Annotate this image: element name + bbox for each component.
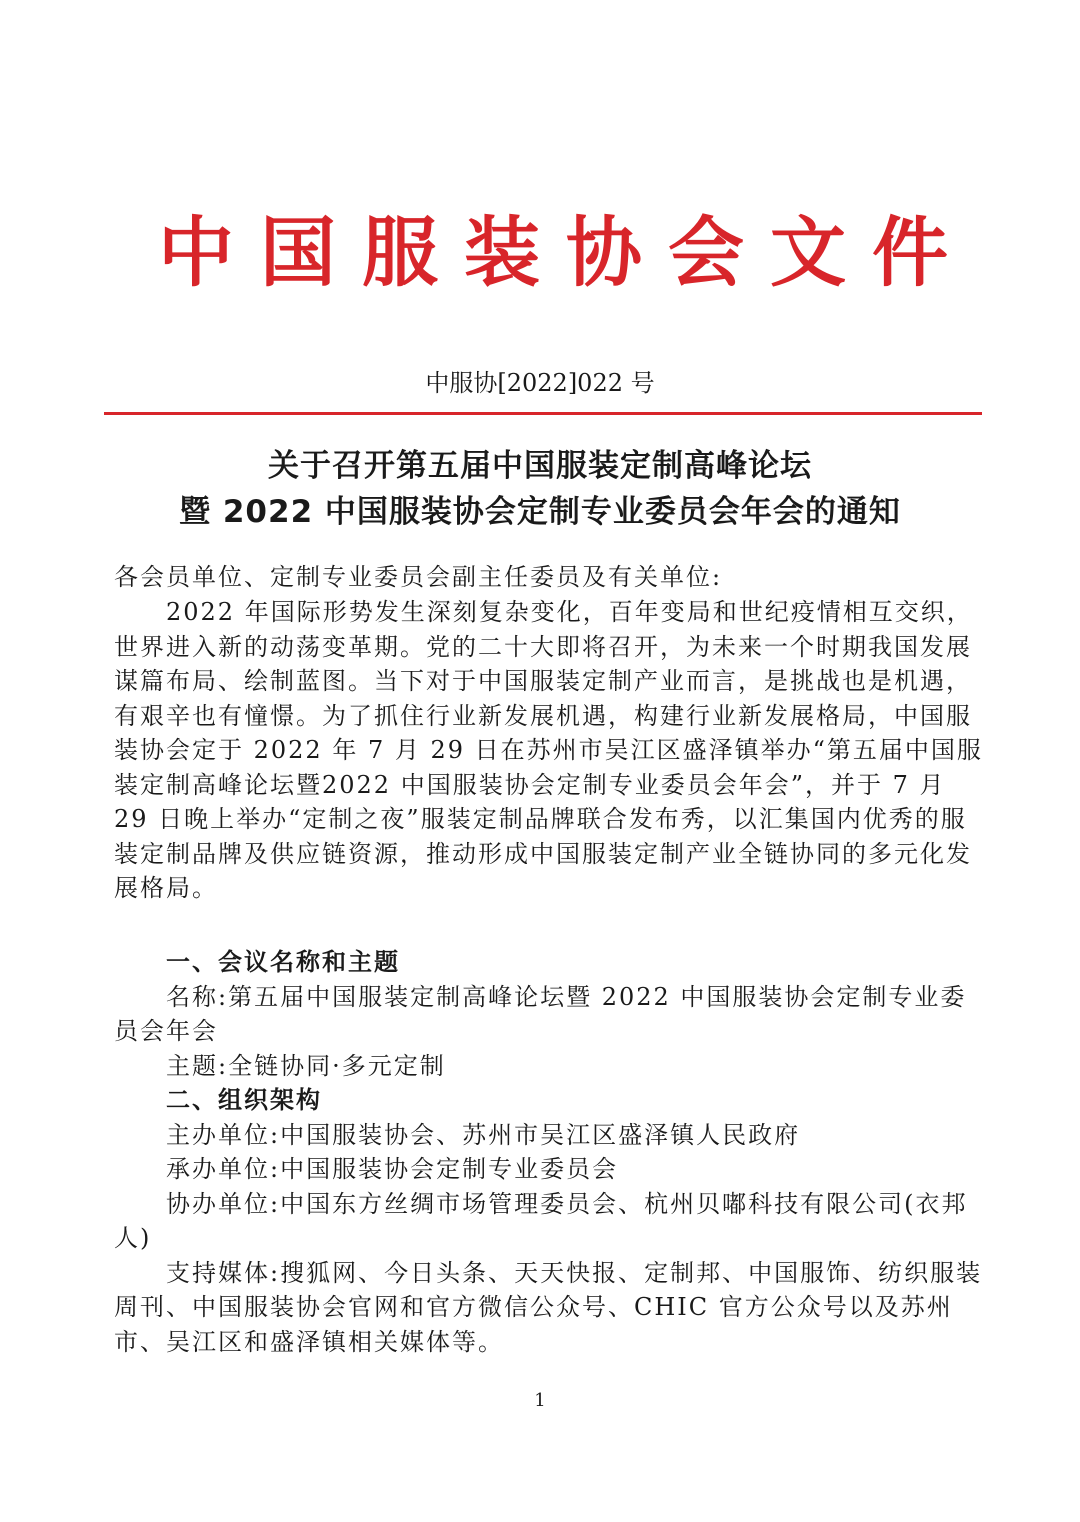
document-number: 中服协[2022]022 号 xyxy=(425,369,655,397)
notice-title-line-2: 暨 2022 中国服装协会定制专业委员会年会的通知 xyxy=(179,494,901,530)
red-divider xyxy=(104,412,982,415)
meeting-theme: 主题:全链协同·多元定制 xyxy=(166,1051,446,1080)
salutation xyxy=(114,560,984,595)
intro-paragraph: 2022 年国际形势发生深刻复杂变化，百年变局和世纪疫情相互交织，世界进入新的动荡变革期。党的二十大即将召开，为未来一个时期我国发展谋篇布局、绘制蓝图。当下对于中国服装定制产业而言，是挑战也是机遇，有艰辛也有憧憬。为了抓住行业新发展机遇，构建行业新发展格局，中国服装协会定于 2022 年 7 月 29 日在苏州市吴江区盛泽镇举办“第五届中国服装定制高峰论坛暨2022 中国服装协会定制专业委员会年会”，并于 7 月 29 日晚上举办“定制之夜”服装定制品牌联合发布秀，以汇集国内优秀的服装定制品牌及供应链资源，推动形成中国服装定制产业全链协同的多元化发展格局。 xyxy=(114,598,983,902)
section-2-heading: 二、组织架构 xyxy=(166,1086,322,1114)
co-organizer-units: 协办单位:中国东方丝绸市场管理委员会、杭州贝嘟科技有限公司(衣邦人) xyxy=(114,1189,968,1252)
notice-title-line-1: 关于召开第五届中国服装定制高峰论坛 xyxy=(268,448,812,484)
host-units: 主办单位:中国服装协会、苏州市吴江区盛泽镇人民政府 xyxy=(166,1120,801,1149)
organizer-unit: 承办单位:中国服装协会定制专业委员会 xyxy=(166,1155,619,1183)
intro-section xyxy=(114,595,984,906)
section-1-heading: 一、会议名称和主题 xyxy=(166,948,400,976)
salutation-text: 各会员单位、定制专业委员会副主任委员及有关单位: xyxy=(114,563,723,591)
masthead-title: 中国服装协会文件 xyxy=(158,208,974,297)
page-number: 1 xyxy=(534,1390,546,1411)
sections xyxy=(114,945,984,1359)
supporting-media: 支持媒体:搜狐网、今日头条、天天快报、定制邦、中国服饰、纺织服装周刊、中国服装协会官网和官方微信公众号、CHIC 官方公众号以及苏州市、吴江区和盛泽镇相关媒体等。 xyxy=(114,1258,983,1356)
meeting-name: 名称:第五届中国服装定制高峰论坛暨 2022 中国服装协会定制专业委员会年会 xyxy=(114,982,967,1045)
